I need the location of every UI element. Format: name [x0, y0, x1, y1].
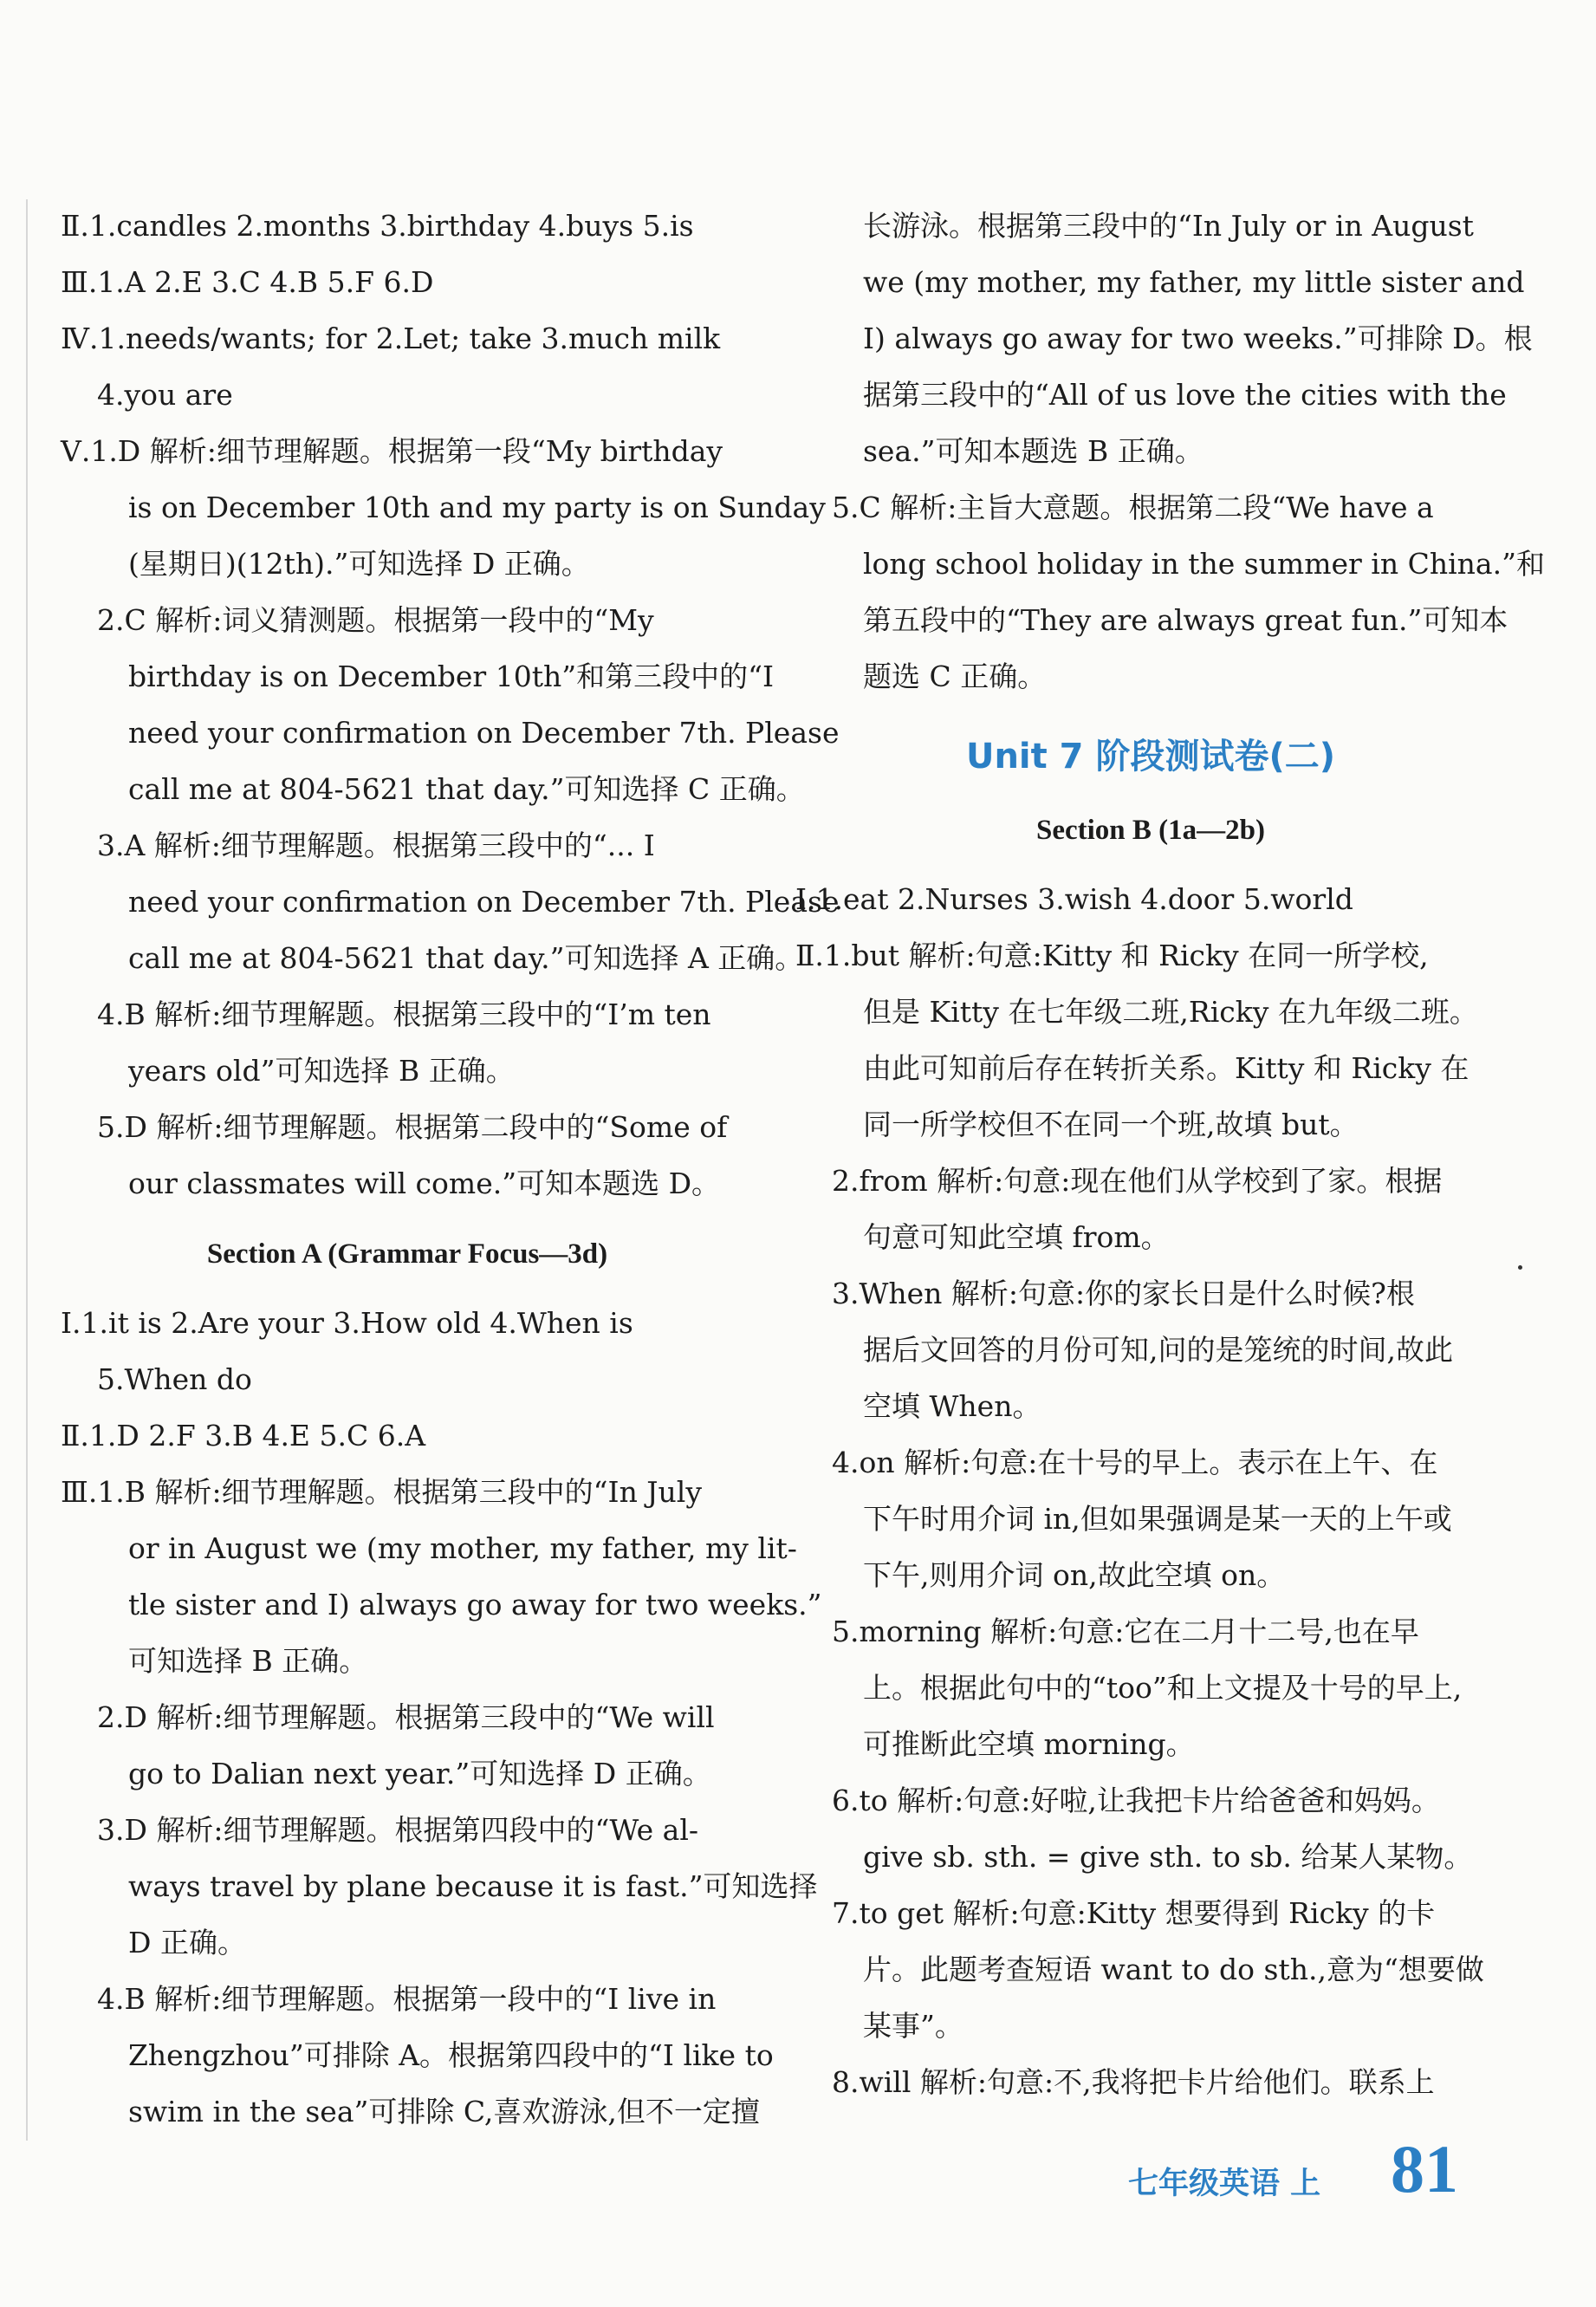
- answer-line: Ⅰ.1.eat 2.Nurses 3.wish 4.door 5.world: [795, 882, 1353, 916]
- answer-line: Ⅲ.1.A 2.E 3.C 4.B 5.F 6.D: [61, 265, 434, 299]
- answer-line: (星期日)(12th).”可知选择 D 正确。: [128, 547, 590, 581]
- answer-line: birthday is on December 10th”和第三段中的“I: [128, 660, 774, 693]
- answer-line: 5.C 解析:主旨大意题。根据第二段“We have a: [832, 491, 1434, 524]
- answer-line: 4.you are: [97, 378, 233, 412]
- answer-line: 由此可知前后存在转折关系。Kitty 和 Ricky 在: [863, 1051, 1469, 1085]
- answer-line: 2.D 解析:细节理解题。根据第三段中的“We will: [97, 1700, 715, 1734]
- answer-line: swim in the sea”可排除 C,喜欢游泳,但不一定擅: [128, 2095, 760, 2128]
- left-margin-line: [26, 199, 28, 2141]
- answer-line: call me at 804-5621 that day.”可知选择 A 正确。: [128, 941, 804, 975]
- answer-line: 同一所学校但不在同一个班,故填 but。: [863, 1108, 1359, 1141]
- answer-line: 片。此题考查短语 want to do sth.,意为“想要做: [863, 1953, 1484, 1986]
- answer-line: Ⅲ.1.B 解析:细节理解题。根据第三段中的“In July: [61, 1475, 702, 1509]
- right-lines-block-2: [795, 871, 1506, 2110]
- answer-line: 句意可知此空填 from。: [863, 1220, 1170, 1254]
- answer-line: 长游泳。根据第三段中的“In July or in August: [863, 209, 1474, 243]
- answer-line: call me at 804-5621 that day.”可知选择 C 正确。: [128, 772, 805, 806]
- right-column: [795, 198, 1545, 2110]
- answer-line: 某事”。: [863, 2009, 963, 2043]
- answer-line: 下午时用介词 in,但如果强调是某一天的上午或: [863, 1502, 1452, 1536]
- answer-line: give sb. sth. = give sth. to sb. 给某人某物。: [863, 1840, 1473, 1874]
- answer-line: or in August we (my mother, my father, my lit-: [128, 1531, 797, 1565]
- unit-title: Unit 7 阶段测试卷(二): [965, 737, 1336, 777]
- answer-line: 3.A 解析:细节理解题。根据第三段中的“... I: [97, 829, 655, 862]
- answer-line: need your confirmation on December 7th. Please: [128, 716, 840, 750]
- answer-line: 但是 Kitty 在七年级二班,Ricky 在九年级二班。: [863, 995, 1478, 1029]
- answer-line: 7.to get 解析:句意:Kitty 想要得到 Ricky 的卡: [832, 1896, 1436, 1930]
- answer-line: ways travel by plane because it is fast.”可知选择: [128, 1869, 818, 1903]
- answer-line: sea.”可知本题选 B 正确。: [863, 434, 1203, 468]
- answer-line: 2.from 解析:句意:现在他们从学校到了家。根据: [832, 1164, 1443, 1198]
- answer-line: 4.on 解析:句意:在十号的早上。表示在上午、在: [832, 1446, 1438, 1479]
- right-lines-block: [795, 198, 1545, 705]
- answer-line: 可推断此空填 morning。: [863, 1727, 1195, 1761]
- answer-line: 可知选择 B 正确。: [128, 1644, 368, 1678]
- answer-line: 8.will 解析:句意:不,我将把卡片给他们。联系上: [832, 2065, 1435, 2099]
- page-number: 81: [1391, 2131, 1458, 2206]
- left-lines-block: [61, 198, 840, 1212]
- answer-line: Ⅰ.1.it is 2.Are your 3.How old 4.When is: [61, 1306, 633, 1340]
- answer-line: 3.When 解析:句意:你的家长日是什么时候?根: [832, 1277, 1415, 1310]
- section-heading-b: Section B (1a—2b): [1036, 815, 1265, 846]
- answer-line: long school holiday in the summer in China.”和: [863, 547, 1545, 581]
- left-column: [61, 198, 840, 2140]
- answer-line: is on December 10th and my party is on Sunday: [128, 491, 826, 524]
- answer-line: years old”可知选择 B 正确。: [128, 1054, 515, 1088]
- answer-line: 5.D 解析:细节理解题。根据第二段中的“Some of: [97, 1110, 728, 1144]
- answer-line: 上。根据此句中的“too”和上文提及十号的早上,: [863, 1671, 1463, 1705]
- answer-line: 5.When do: [97, 1362, 252, 1396]
- answer-line: 题选 C 正确。: [863, 660, 1047, 693]
- section-heading-grammar: Section A (Grammar Focus—3d): [206, 1238, 608, 1270]
- answer-line: our classmates will come.”可知本题选 D。: [128, 1166, 721, 1200]
- answer-line: 据第三段中的“All of us love the cities with the: [863, 378, 1507, 412]
- answer-line: 2.C 解析:词义猜测题。根据第一段中的“My: [97, 603, 654, 637]
- answer-line: tle sister and I) always go away for two weeks.”: [128, 1588, 822, 1621]
- answer-line: 5.morning 解析:句意:它在二月十二号,也在早: [832, 1615, 1419, 1648]
- answer-line: go to Dalian next year.”可知选择 D 正确。: [128, 1757, 711, 1790]
- answer-line: 第五段中的“They are always great fun.”可知本: [863, 603, 1508, 637]
- left-lines-block-2: [61, 1295, 822, 2140]
- answer-line: Ⅱ.1.candles 2.months 3.birthday 4.buys 5.is: [61, 209, 694, 243]
- answer-line: I) always go away for two weeks.”可排除 D。根: [863, 322, 1533, 355]
- answer-line: need your confirmation on December 7th. Please: [128, 885, 840, 919]
- answer-line: D 正确。: [128, 1926, 246, 1959]
- answer-line: Ⅱ.1.D 2.F 3.B 4.E 5.C 6.A: [61, 1419, 426, 1452]
- answer-line: Zhengzhou”可排除 A。根据第四段中的“I like to: [128, 2038, 774, 2072]
- answer-line: 据后文回答的月份可知,问的是笼统的时间,故此: [863, 1333, 1453, 1367]
- answer-line: 空填 When。: [863, 1389, 1041, 1423]
- answer-line: 下午,则用介词 on,故此空填 on。: [863, 1558, 1286, 1592]
- answer-line: 3.D 解析:细节理解题。根据第四段中的“We al-: [97, 1813, 699, 1847]
- answer-line: 4.B 解析:细节理解题。根据第三段中的“I’m ten: [97, 998, 711, 1031]
- answer-line: 4.B 解析:细节理解题。根据第一段中的“I live in: [97, 1982, 717, 2016]
- stray-dot: [1518, 1265, 1522, 1270]
- answer-line: Ⅳ.1.needs/wants; for 2.Let; take 3.much milk: [61, 322, 721, 355]
- footer-label: 七年级英语 上: [1128, 2167, 1321, 2201]
- answer-line: Ⅱ.1.but 解析:句意:Kitty 和 Ricky 在同一所学校,: [795, 939, 1429, 972]
- answer-line: Ⅴ.1.D 解析:细节理解题。根据第一段“My birthday: [61, 434, 723, 468]
- answer-line: we (my mother, my father, my little sister and: [863, 265, 1525, 299]
- answer-line: 6.to 解析:句意:好啦,让我把卡片给爸爸和妈妈。: [832, 1784, 1440, 1817]
